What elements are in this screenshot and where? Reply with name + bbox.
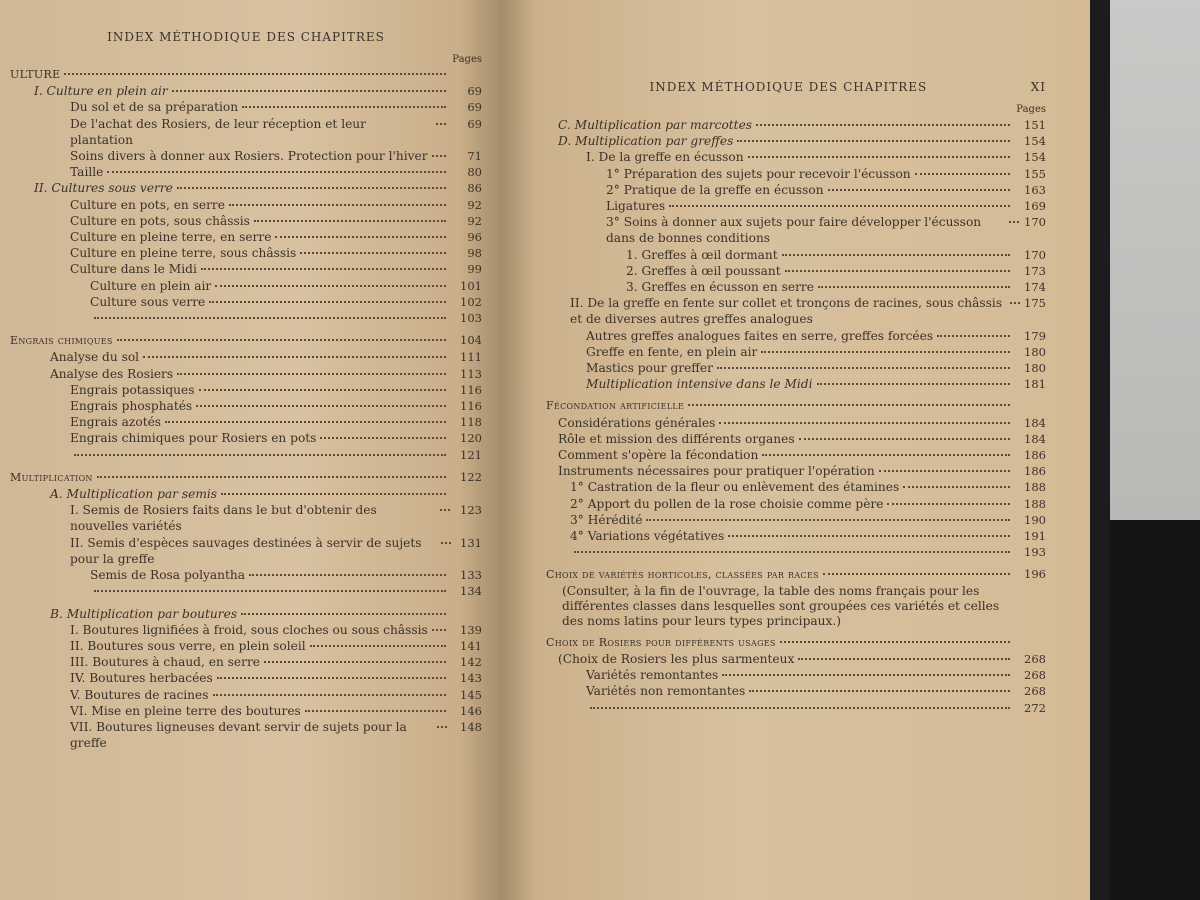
toc-entry: [10, 583, 482, 599]
toc-entry: [10, 213, 482, 229]
toc-entry-page: 193: [1024, 545, 1046, 560]
dot-leader: [817, 383, 1010, 385]
dot-leader: [201, 268, 446, 270]
toc-entry-page: 69: [467, 100, 482, 115]
toc-entry-page: 188: [1024, 480, 1046, 495]
toc-entry: [10, 148, 482, 164]
dot-leader: [213, 694, 447, 696]
toc-entry: [10, 83, 482, 99]
toc-entry: [546, 279, 1046, 295]
dot-leader: [432, 155, 446, 157]
toc-entry-page: 96: [467, 230, 482, 245]
toc-entry-page: 86: [467, 181, 482, 196]
toc-entry-page: 174: [1024, 280, 1046, 295]
toc-entry: [10, 382, 482, 398]
toc-entry-page: 190: [1024, 512, 1046, 527]
right-running-head: [546, 80, 1046, 94]
toc-entry-page: 180: [1024, 344, 1046, 359]
toc-entry-page: 80: [467, 165, 482, 180]
toc-entry-title: 2. Greffes à œil poussant: [626, 263, 781, 278]
right-page: [500, 0, 1090, 900]
dot-leader: [199, 389, 447, 391]
toc-entry: [10, 414, 482, 430]
dot-leader: [310, 645, 446, 647]
dot-leader: [828, 189, 1010, 191]
toc-entry-page: 179: [1024, 328, 1046, 343]
toc-entry-page: 123: [460, 503, 482, 518]
toc-entry-title: Soins divers à donner aux Rosiers. Protection pour l'hiver: [70, 149, 428, 164]
toc-entry-title: Multiplication: [10, 470, 93, 484]
dot-leader: [209, 301, 446, 303]
toc-entry-page: 154: [1024, 150, 1046, 165]
dot-leader: [722, 674, 1010, 676]
toc-entry-page: 113: [460, 366, 482, 381]
toc-entry-title: 1° Préparation des sujets pour recevoir l'écusson: [606, 166, 911, 181]
toc-entry: [546, 344, 1046, 360]
dot-leader: [300, 252, 446, 254]
left-running-head-title: INDEX MÉTHODIQUE DES CHAPITRES: [107, 30, 385, 44]
toc-entry: [10, 703, 482, 719]
toc-entry-title: Culture sous verre: [90, 294, 206, 309]
toc-entry-page: 173: [1024, 263, 1046, 278]
toc-entry-title: Considérations générales: [558, 415, 716, 430]
toc-entry-page: 101: [460, 278, 482, 293]
toc-entry: [10, 447, 482, 463]
toc-entry-page: 121: [460, 447, 482, 462]
toc-entry-title: VI. Mise en pleine terre des boutures: [70, 703, 301, 718]
toc-entry: [10, 430, 482, 446]
toc-entry-page: 118: [460, 415, 482, 430]
dot-leader: [590, 707, 1010, 709]
dot-leader: [275, 236, 446, 238]
dot-leader: [177, 373, 446, 375]
toc-entry: [10, 197, 482, 213]
toc-entry-title: ULTURE: [10, 68, 61, 81]
toc-entry-title: Rôle et mission des différents organes: [558, 431, 795, 446]
dot-leader: [165, 421, 446, 423]
toc-entry-title: II. Cultures sous verre: [34, 181, 173, 196]
toc-entry-title: IV. Boutures herbacées: [70, 671, 213, 686]
toc-entry-title: I. Culture en plein air: [34, 84, 168, 99]
toc-entry-title: Greffe en fente, en plein air: [586, 344, 758, 359]
dot-leader: [440, 509, 450, 511]
toc-entry-page: 170: [1024, 247, 1046, 262]
toc-entry-title: 2° Apport du pollen de la rose choisie comme père: [570, 496, 884, 511]
toc-entry-title: V. Boutures de racines: [70, 687, 209, 702]
toc-entry: [10, 469, 482, 486]
dot-leader: [717, 367, 1010, 369]
toc-entry: [546, 635, 1046, 651]
dot-leader: [172, 90, 446, 92]
toc-entry: [10, 567, 482, 583]
toc-entry-title: Engrais chimiques pour Rosiers en pots: [70, 431, 317, 446]
dot-leader: [221, 493, 446, 495]
toc-entry-title: B. Multiplication par boutures: [50, 606, 238, 621]
dot-leader: [782, 254, 1010, 256]
toc-entry-page: 133: [460, 568, 482, 583]
toc-entry: [546, 415, 1046, 431]
toc-entry-page: 139: [460, 622, 482, 637]
toc-entry-title: Instruments nécessaires pour pratiquer l'opération: [558, 464, 875, 479]
dot-leader: [432, 629, 446, 631]
toc-entry: [10, 398, 482, 414]
dot-leader: [719, 422, 1010, 424]
toc-entry: [546, 117, 1046, 133]
dot-leader: [748, 156, 1010, 158]
toc-entry-page: 184: [1024, 431, 1046, 446]
toc-entry: [546, 376, 1046, 392]
toc-entry-page: 175: [1024, 296, 1046, 311]
toc-entry: [10, 310, 482, 326]
toc-entry: [10, 366, 482, 382]
toc-entry-title: Engrais potassiques: [70, 382, 195, 397]
toc-entry-title: I. Semis de Rosiers faits dans le but d'obtenir des nouvelles variétés: [70, 503, 377, 534]
toc-entry-page: 116: [460, 399, 482, 414]
toc-entry-title: Comment s'opère la fécondation: [558, 448, 759, 463]
dot-leader: [818, 286, 1010, 288]
toc-entry: [546, 247, 1046, 263]
toc-entry-title: Choix de variétés horticoles, classées par races: [546, 568, 819, 582]
toc-entry: [10, 229, 482, 245]
toc-entry-title: II. Boutures sous verre, en plein soleil: [70, 638, 306, 653]
toc-entry: [10, 116, 482, 148]
dot-leader: [1010, 302, 1020, 304]
toc-entry-title: Multiplication intensive dans le Midi: [586, 377, 813, 392]
dot-leader: [436, 123, 446, 125]
toc-entry-title: Fécondation artificielle: [546, 399, 685, 413]
toc-entry-title: 3. Greffes en écusson en serre: [626, 280, 814, 295]
toc-entry-title: Semis de Rosa polyantha: [90, 568, 245, 583]
toc-entry: [10, 502, 482, 534]
toc-entry-title: Culture en pots, en serre: [70, 197, 225, 212]
toc-entry-page: 268: [1024, 668, 1046, 683]
toc-entry-title: Culture en pots, sous châssis: [70, 213, 250, 228]
toc-entry-page: 120: [460, 431, 482, 446]
toc-entry: [546, 149, 1046, 165]
toc-entry: [10, 332, 482, 349]
toc-entry-title: Mastics pour greffer: [586, 361, 713, 376]
toc-entry: [546, 479, 1046, 495]
toc-entry-page: 122: [460, 469, 482, 484]
toc-entry: [546, 166, 1046, 182]
toc-entry-title: II. Semis d'espèces sauvages destinées à servir de sujets pour la greffe: [70, 535, 422, 566]
toc-entry-page: 116: [460, 382, 482, 397]
toc-entry-title: II. De la greffe en fente sur collet et tronçons de racines, sous châssis et de diverses autres greffes analogues: [570, 296, 1003, 327]
toc-entry: [10, 99, 482, 115]
toc-entry-title: 1. Greffes à œil dormant: [626, 247, 778, 262]
toc-entry-page: 151: [1024, 118, 1046, 132]
dot-leader: [241, 613, 446, 615]
dot-leader: [437, 726, 447, 728]
toc-entry-page: 155: [1024, 166, 1046, 181]
toc-entry: [10, 164, 482, 180]
dot-leader: [823, 573, 1010, 575]
dot-leader: [64, 73, 446, 75]
dot-leader: [887, 503, 1010, 505]
toc-entry: [546, 295, 1046, 327]
toc-entry-title: (Choix de Rosiers les plus sarmenteux: [558, 651, 795, 666]
toc-entry-title: Culture en pleine terre, sous châssis: [70, 246, 297, 261]
toc-entry: [546, 512, 1046, 528]
dot-leader: [688, 404, 1010, 406]
toc-entry: [10, 606, 482, 622]
toc-entry: [546, 182, 1046, 198]
toc-entry-page: 134: [460, 584, 482, 599]
dot-leader: [728, 535, 1010, 537]
dot-leader: [903, 486, 1010, 488]
toc-entry-page: 154: [1024, 134, 1046, 149]
right-pages-label: Pages: [1016, 104, 1046, 115]
dot-leader: [761, 351, 1010, 353]
toc-entry-title: A. Multiplication par semis: [50, 487, 218, 502]
toc-entry-page: 191: [1024, 529, 1046, 544]
toc-entry-title: III. Boutures à chaud, en serre: [70, 655, 260, 670]
toc-entry: [546, 463, 1046, 479]
toc-entry: [546, 496, 1046, 512]
dot-leader: [94, 590, 446, 592]
toc-entry: [546, 360, 1046, 376]
toc-entry-title: Culture dans le Midi: [70, 262, 197, 277]
toc-entry: [546, 700, 1046, 716]
dot-leader: [798, 658, 1010, 660]
dot-leader: [756, 124, 1010, 126]
toc-entry-title: Ligatures: [606, 199, 666, 214]
toc-entry-page: 99: [467, 262, 482, 277]
dot-leader: [574, 551, 1010, 553]
toc-entry-page: 71: [467, 149, 482, 164]
toc-entry: [546, 328, 1046, 344]
toc-entry-page: 148: [460, 719, 482, 734]
toc-entry: [10, 67, 482, 83]
toc-entry-page: 69: [467, 84, 482, 99]
toc-entry: [10, 486, 482, 502]
dot-leader: [264, 661, 446, 663]
toc-entry-page: 98: [467, 246, 482, 261]
toc-entry-page: 272: [1024, 700, 1046, 715]
toc-entry-title: Du sol et de sa préparation: [70, 100, 239, 115]
toc-entry-page: 141: [460, 638, 482, 653]
toc-entry: [546, 447, 1046, 463]
toc-entry-title: 4° Variations végétatives: [570, 529, 725, 544]
dot-leader: [799, 438, 1010, 440]
toc-entry-title: Variétés remontantes: [586, 668, 719, 683]
dot-leader: [879, 470, 1010, 472]
right-toc-list: [546, 117, 1046, 716]
dot-leader: [249, 574, 446, 576]
toc-entry-page: 268: [1024, 651, 1046, 666]
toc-entry: [546, 198, 1046, 214]
toc-entry: [546, 566, 1046, 583]
toc-entry-page: 181: [1024, 377, 1046, 392]
varieties-note: (Consulter, à la fin de l'ouvrage, la table des noms français pour les différentes classes dans lesquelles sont groupées ces variétés et celles des noms latins pour leurs types principaux.): [562, 583, 1000, 628]
toc-entry: [10, 638, 482, 654]
folio-number: XI: [1030, 80, 1046, 94]
toc-entry: [546, 214, 1046, 246]
toc-entry: [546, 683, 1046, 699]
toc-entry-page: 180: [1024, 361, 1046, 376]
dot-leader: [646, 519, 1010, 521]
dot-leader: [177, 187, 446, 189]
toc-entry-title: I. De la greffe en écusson: [586, 150, 744, 165]
dot-leader: [749, 690, 1010, 692]
dot-leader: [217, 677, 446, 679]
dot-leader: [785, 270, 1010, 272]
toc-entry-title: Culture en plein air: [90, 278, 212, 293]
toc-entry-title: Engrais phosphatés: [70, 399, 193, 414]
toc-entry-page: 188: [1024, 496, 1046, 511]
dot-leader: [107, 171, 446, 173]
toc-entry-page: 69: [467, 116, 482, 131]
toc-entry-page: 268: [1024, 684, 1046, 699]
toc-entry-title: Engrais chimiques: [10, 334, 113, 348]
dot-leader: [143, 356, 446, 358]
dot-leader: [242, 106, 446, 108]
toc-entry-page: 145: [460, 687, 482, 702]
dot-leader: [254, 220, 446, 222]
toc-entry-title: C. Multiplication par marcottes: [558, 118, 753, 132]
toc-entry-title: Taille: [70, 165, 104, 180]
toc-entry: [546, 528, 1046, 544]
toc-entry: [10, 622, 482, 638]
toc-entry-page: 143: [460, 671, 482, 686]
toc-entry: [546, 651, 1046, 667]
toc-entry-title: De l'achat des Rosiers, de leur réception et leur plantation: [70, 116, 366, 147]
toc-entry-page: 92: [467, 197, 482, 212]
toc-entry-title: 2° Pratique de la greffe en écusson: [606, 182, 824, 197]
toc-entry-title: Analyse des Rosiers: [50, 366, 174, 381]
dot-leader: [320, 437, 446, 439]
toc-entry-page: 184: [1024, 415, 1046, 430]
toc-entry: [10, 349, 482, 365]
toc-entry-title: Analyse du sol: [50, 350, 140, 365]
dot-leader: [937, 335, 1010, 337]
toc-entry-page: 186: [1024, 464, 1046, 479]
dot-leader: [215, 285, 446, 287]
toc-entry: [10, 261, 482, 277]
toc-entry-page: 102: [460, 294, 482, 309]
dot-leader: [74, 454, 446, 456]
toc-entry-title: 3° Soins à donner aux sujets pour faire développer l'écusson dans de bonnes conditions: [606, 215, 982, 246]
dot-leader: [94, 317, 446, 319]
left-page: [0, 0, 500, 900]
left-running-head: [10, 30, 482, 44]
dot-leader: [762, 454, 1010, 456]
toc-entry-title: Autres greffes analogues faites en serre, greffes forcées: [586, 328, 934, 343]
dot-leader: [229, 204, 446, 206]
toc-entry-page: 131: [460, 535, 482, 550]
toc-entry-page: 104: [460, 333, 482, 348]
toc-entry-page: 103: [460, 311, 482, 326]
dot-leader: [1009, 221, 1019, 223]
toc-entry-title: Engrais azotés: [70, 415, 162, 430]
toc-entry: [10, 245, 482, 261]
left-pages-label: Pages: [452, 54, 482, 65]
toc-entry-page: 169: [1024, 199, 1046, 214]
toc-entry: [10, 719, 482, 751]
toc-entry: [10, 278, 482, 294]
toc-entry-page: 196: [1024, 567, 1046, 582]
toc-entry: [10, 687, 482, 703]
dot-leader: [737, 140, 1010, 142]
toc-entry-title: 3° Hérédité: [570, 512, 643, 527]
toc-entry: [546, 667, 1046, 683]
left-toc-list: [10, 67, 482, 751]
toc-entry: [10, 535, 482, 567]
toc-entry: [546, 133, 1046, 149]
toc-entry-title: VII. Boutures ligneuses devant servir de sujets pour la greffe: [70, 719, 407, 751]
toc-entry-page: 142: [460, 655, 482, 670]
toc-entry: [546, 398, 1046, 414]
toc-entry-title: D. Multiplication par greffes: [558, 134, 734, 149]
toc-entry-page: 186: [1024, 448, 1046, 463]
toc-entry: [10, 180, 482, 196]
toc-entry: [546, 544, 1046, 560]
toc-entry: [10, 670, 482, 686]
dot-leader: [669, 205, 1010, 207]
dot-leader: [196, 405, 446, 407]
right-running-head-title: INDEX MÉTHODIQUE DES CHAPITRES: [649, 80, 928, 94]
toc-entry-title: I. Boutures lignifiées à froid, sous cloches ou sous châssis: [70, 622, 428, 637]
toc-entry: [10, 654, 482, 670]
toc-entry-title: Choix de Rosiers pour différents usages: [546, 635, 776, 649]
toc-entry-page: 146: [460, 703, 482, 718]
toc-entry: [546, 431, 1046, 447]
toc-entry-page: 111: [460, 350, 482, 365]
toc-entry-title: Variétés non remontantes: [586, 684, 746, 699]
dot-leader: [117, 339, 446, 341]
dot-leader: [305, 710, 446, 712]
toc-entry-page: 163: [1024, 182, 1046, 197]
dot-leader: [441, 542, 451, 544]
toc-entry-title: Culture en pleine terre, en serre: [70, 230, 272, 245]
dot-leader: [97, 476, 446, 478]
dot-leader: [915, 173, 1010, 175]
toc-entry-page: 170: [1024, 215, 1046, 230]
toc-entry-page: 92: [467, 213, 482, 228]
toc-entry-title: 1° Castration de la fleur ou enlèvement des étamines: [570, 480, 900, 495]
dot-leader: [780, 641, 1010, 643]
toc-entry: [10, 294, 482, 310]
toc-entry: [546, 263, 1046, 279]
